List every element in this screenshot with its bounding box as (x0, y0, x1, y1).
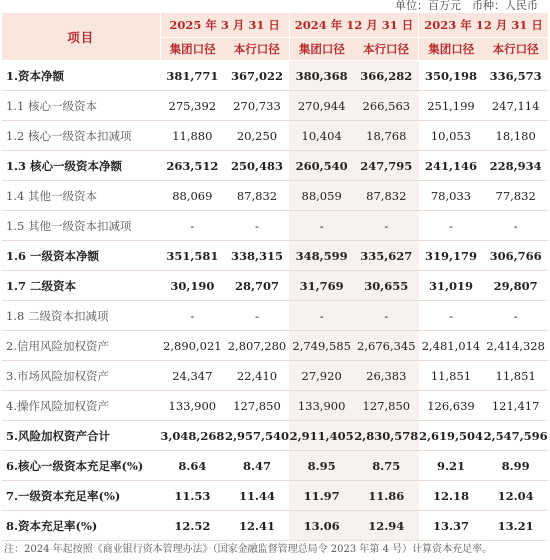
scope-header-group: 集团口径 (289, 38, 354, 61)
table-cell: 26,383 (354, 361, 419, 391)
table-cell: 87,832 (225, 181, 290, 211)
row-label: 1.7 二级资本 (2, 271, 160, 301)
scope-header-bank: 本行口径 (483, 38, 548, 61)
scope-header-group: 集团口径 (419, 38, 484, 61)
table-cell: 2,547,596 (483, 421, 548, 451)
table-cell: - (483, 211, 548, 241)
table-cell: 78,033 (419, 181, 484, 211)
item-column-header: 项目 (2, 13, 160, 61)
row-label: 1.1 核心一级资本 (2, 91, 160, 121)
table-cell: 247,114 (483, 91, 548, 121)
table-cell: 350,198 (419, 61, 484, 91)
table-cell: 8.75 (354, 451, 419, 481)
table-cell: 31,019 (419, 271, 484, 301)
table-cell: 8.47 (225, 451, 290, 481)
table-cell: 266,563 (354, 91, 419, 121)
table-cell: - (160, 211, 225, 241)
table-cell: 2,676,345 (354, 331, 419, 361)
table-row (2, 331, 548, 361)
table-cell: - (483, 301, 548, 331)
table-cell: 2,911,405 (289, 421, 354, 451)
table-cell: 29,807 (483, 271, 548, 301)
table-cell: 121,417 (483, 391, 548, 421)
table-cell: 11.44 (225, 481, 290, 511)
table-row (2, 151, 548, 181)
table-cell: 380,368 (289, 61, 354, 91)
table-cell: 133,900 (160, 391, 225, 421)
table-cell: 275,392 (160, 91, 225, 121)
table-cell: 13.06 (289, 511, 354, 541)
table-cell: - (289, 301, 354, 331)
table-cell: 127,850 (354, 391, 419, 421)
period-header-2024: 2024 年 12 月 31 日 (289, 13, 418, 38)
row-label: 1.6 一级资本净额 (2, 241, 160, 271)
table-cell: 319,179 (419, 241, 484, 271)
table-row (2, 481, 548, 511)
table-row (2, 61, 548, 91)
table-cell: 77,832 (483, 181, 548, 211)
table-cell: - (160, 301, 225, 331)
table-cell: 381,771 (160, 61, 225, 91)
table-cell: 127,850 (225, 391, 290, 421)
footnote: 注：2024 年起按照《商业银行资本管理办法》（国家金融监督管理总局令 2023 年第 4 号）计算资本充足率。 (4, 544, 493, 555)
table-cell: - (225, 211, 290, 241)
table-row (2, 511, 548, 541)
table-cell: 335,627 (354, 241, 419, 271)
table-cell: 8.64 (160, 451, 225, 481)
table-cell: 20,250 (225, 121, 290, 151)
scope-header-bank: 本行口径 (225, 38, 290, 61)
table-cell: 13.37 (419, 511, 484, 541)
table-body (2, 61, 548, 541)
table-cell: 2,957,540 (225, 421, 290, 451)
table-cell: 30,655 (354, 271, 419, 301)
table-row (2, 361, 548, 391)
row-label: 1.5 其他一级资本扣减项 (2, 211, 160, 241)
table-cell: 30,190 (160, 271, 225, 301)
table-cell: 12.41 (225, 511, 290, 541)
table-cell: 18,180 (483, 121, 548, 151)
table-cell: - (225, 301, 290, 331)
table-row (2, 241, 548, 271)
row-label: 3.市场风险加权资产 (2, 361, 160, 391)
table-cell: - (289, 211, 354, 241)
table-cell: 241,146 (419, 151, 484, 181)
table-row (2, 301, 548, 331)
table-cell: 12.94 (354, 511, 419, 541)
row-label: 6.核心一级资本充足率(%) (2, 451, 160, 481)
row-label: 1.8 二级资本扣减项 (2, 301, 160, 331)
table-cell: 12.18 (419, 481, 484, 511)
table-cell: 13.21 (483, 511, 548, 541)
table-row (2, 211, 548, 241)
table-row (2, 181, 548, 211)
table-cell: 228,934 (483, 151, 548, 181)
row-label: 8.资本充足率(%) (2, 511, 160, 541)
table-cell: - (419, 301, 484, 331)
table-cell: 11.97 (289, 481, 354, 511)
table-row (2, 421, 548, 451)
table-cell: 250,483 (225, 151, 290, 181)
row-label: 1.2 核心一级资本扣减项 (2, 121, 160, 151)
table-cell: 2,481,014 (419, 331, 484, 361)
table-row (2, 271, 548, 301)
unit-currency-note: 单位：百万元 币种：人民币 (395, 0, 538, 12)
table-row (2, 451, 548, 481)
table-cell: 133,900 (289, 391, 354, 421)
table-cell: 270,944 (289, 91, 354, 121)
table-cell: 22,410 (225, 361, 290, 391)
row-label: 1.资本净额 (2, 61, 160, 91)
table-cell: 336,573 (483, 61, 548, 91)
table-cell: 11.53 (160, 481, 225, 511)
table-cell: 2,830,578 (354, 421, 419, 451)
table-cell: 126,639 (419, 391, 484, 421)
table-cell: 9.21 (419, 451, 484, 481)
capital-adequacy-table (2, 13, 548, 541)
table-cell: 8.99 (483, 451, 548, 481)
row-label: 1.3 核心一级资本净额 (2, 151, 160, 181)
table-cell: 351,581 (160, 241, 225, 271)
table-cell: 367,022 (225, 61, 290, 91)
table-cell: 338,315 (225, 241, 290, 271)
table-cell: 87,832 (354, 181, 419, 211)
table-cell: 28,707 (225, 271, 290, 301)
table-cell: 348,599 (289, 241, 354, 271)
table-cell: 11.86 (354, 481, 419, 511)
table-cell: 366,282 (354, 61, 419, 91)
table-row (2, 391, 548, 421)
table-cell: 260,540 (289, 151, 354, 181)
period-header-2025q1: 2025 年 3 月 31 日 (160, 13, 289, 38)
table-cell: 24,347 (160, 361, 225, 391)
table-cell: 2,807,280 (225, 331, 290, 361)
row-label: 4.操作风险加权资产 (2, 391, 160, 421)
table-row (2, 91, 548, 121)
row-label: 7.一级资本充足率(%) (2, 481, 160, 511)
table-cell: - (419, 211, 484, 241)
table-row (2, 121, 548, 151)
scope-header-bank: 本行口径 (354, 38, 419, 61)
table-cell: 2,619,504 (419, 421, 484, 451)
table-cell: 3,048,268 (160, 421, 225, 451)
table-cell: 2,890,021 (160, 331, 225, 361)
table-cell: 27,920 (289, 361, 354, 391)
table-cell: - (354, 211, 419, 241)
table-cell: 263,512 (160, 151, 225, 181)
table-cell: 10,053 (419, 121, 484, 151)
scope-header-group: 集团口径 (160, 38, 225, 61)
table-cell: 10,404 (289, 121, 354, 151)
header-period-row (2, 13, 548, 38)
table-cell: 11,851 (483, 361, 548, 391)
table-cell: 18,768 (354, 121, 419, 151)
table-cell: 11,880 (160, 121, 225, 151)
table-cell: 12.52 (160, 511, 225, 541)
period-header-2023: 2023 年 12 月 31 日 (419, 13, 548, 38)
table-cell: 88,059 (289, 181, 354, 211)
table-cell: 11,851 (419, 361, 484, 391)
table-cell: 247,795 (354, 151, 419, 181)
table-cell: 251,199 (419, 91, 484, 121)
table-cell: 270,733 (225, 91, 290, 121)
row-label: 2.信用风险加权资产 (2, 331, 160, 361)
table-cell: 306,766 (483, 241, 548, 271)
table-cell: 2,749,585 (289, 331, 354, 361)
table-cell: - (354, 301, 419, 331)
table-cell: 88,069 (160, 181, 225, 211)
table-cell: 8.95 (289, 451, 354, 481)
table-cell: 31,769 (289, 271, 354, 301)
row-label: 1.4 其他一级资本 (2, 181, 160, 211)
table-cell: 12.04 (483, 481, 548, 511)
table-cell: 2,414,328 (483, 331, 548, 361)
row-label: 5.风险加权资产合计 (2, 421, 160, 451)
